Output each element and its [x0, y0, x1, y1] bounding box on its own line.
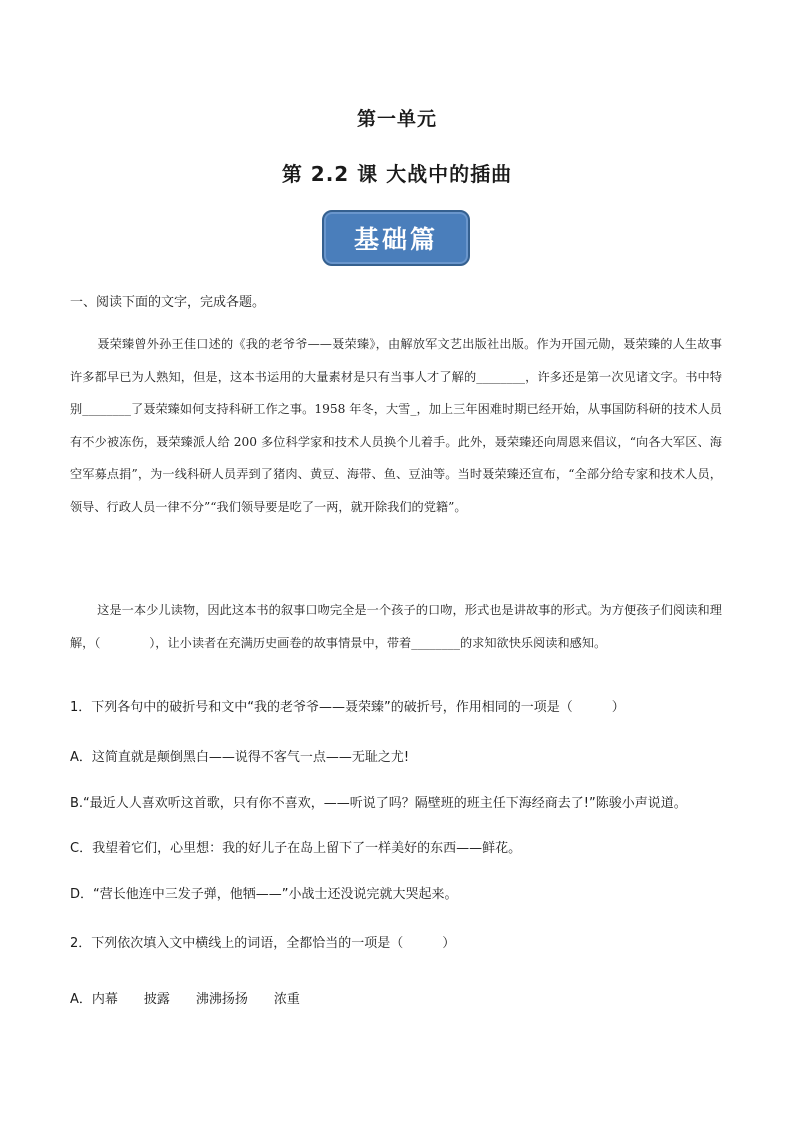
level-badge-label: 基础篇 — [353, 225, 438, 254]
unit-title: 第一单元 — [356, 108, 437, 130]
level-badge — [322, 210, 470, 266]
section-heading: 一、阅读下面的文字，完成各题。 — [70, 295, 266, 310]
passage-paragraph-1-text: 聂荣臻曾外孙王佳口述的《我的老爷爷——聂荣臻》，由解放军文艺出版社出版。作为开国元勋，聂荣臻的人生故事许多都早已为人熟知，但是，这本书运用的大量素材是只有当事人才了解的________，许多还是第一次见诸文字。书中特别________了聂荣臻如何支持科研工作之事。1958 年冬，大雪_，加上三年困难时期已经开始，从事国防科研的技术人员有不少被冻伤，聂荣臻派人给 200 多位科学家和技术人员换个儿着手。此外，聂荣臻还向周恩来倡议，“向各大军区、海空军募点捐”，为一线科研人员弄到了猪肉、黄豆、海带、鱼、豆油等。当时聂荣臻还宣布，“全部分给专家和技术人员，领导、行政人员一律不分”“我们领导要是吃了一两，就开除我们的党籍”。 — [70, 337, 722, 514]
question-1-option-a: A．这简直就是颠倒黑白——说得不客气一点——无耻之尤! — [70, 750, 410, 765]
question-2-stem: 2．下列依次填入文中横线上的词语，全都恰当的一项是（ ） — [70, 936, 456, 951]
passage-paragraph-2-text: 这是一本少儿读物，因此这本书的叙事口吻完全是一个孩子的口吻，形式也是讲故事的形式。为方便孩子们阅读和理解，（ ），让小读者在充满历史画卷的故事情景中，带着________的求知欲快乐阅读和感知。 — [70, 603, 722, 650]
question-2-option-a: A．内幕 披露 沸沸扬扬 浓重 — [70, 992, 300, 1007]
passage-paragraph-1 — [70, 328, 722, 523]
lesson-title: 第 2.2 课 大战中的插曲 — [281, 162, 513, 186]
passage-paragraph-2 — [70, 594, 722, 659]
question-1-option-c: C．我望着它们，心里想：我的好儿子在岛上留下了一样美好的东西——鲜花。 — [70, 841, 522, 856]
question-1-stem: 1．下列各句中的破折号和文中“我的老爷爷——聂荣臻”的破折号，作用相同的一项是（ ） — [70, 700, 625, 715]
question-1-option-d: D．“营长他连中三发子弹，他牺——”小战士还没说完就大哭起来。 — [70, 887, 458, 902]
question-1-option-b: B.“最近人人喜欢听这首歌，只有你不喜欢，——听说了吗？隔壁班的班主任下海经商去了!”陈骏小声说道。 — [70, 796, 687, 811]
